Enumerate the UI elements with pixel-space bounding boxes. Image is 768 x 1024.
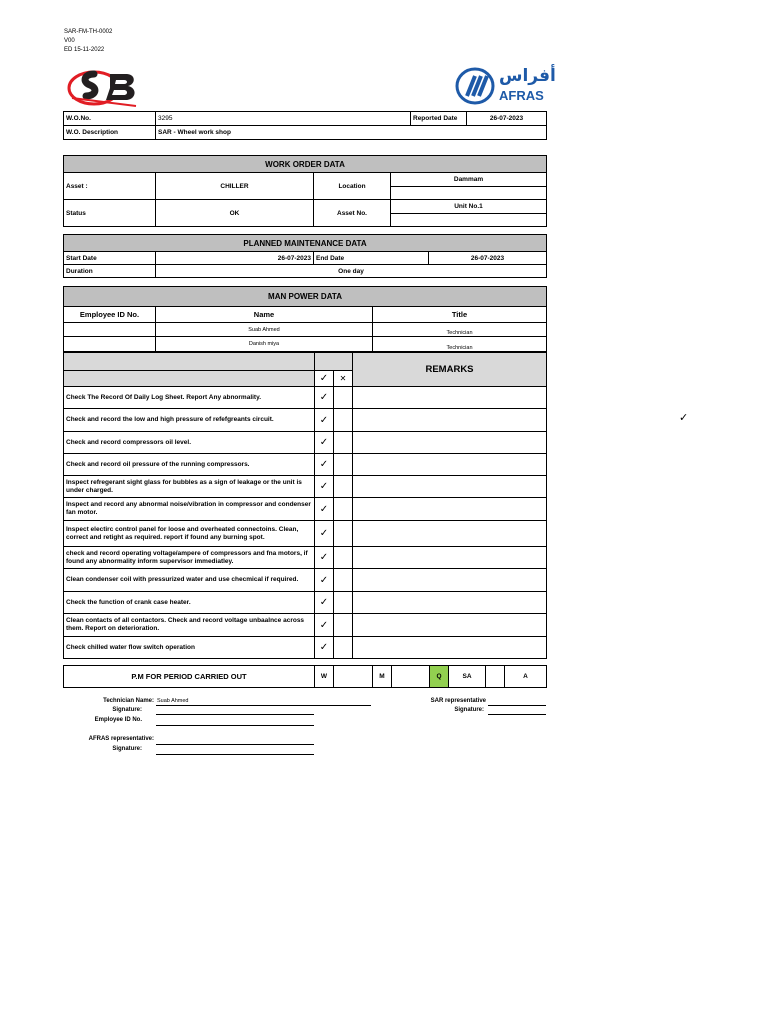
task-cross-cell: [334, 637, 353, 659]
period-label: P.M FOR PERIOD CARRIED OUT: [64, 666, 315, 688]
doc-version: V00: [64, 38, 75, 44]
check-column-icon: ✓: [315, 371, 334, 387]
task-description: Check chilled water flow switch operation: [64, 637, 315, 659]
afras-emblem-icon: [455, 66, 495, 106]
work-order-title: WORK ORDER DATA: [64, 156, 547, 173]
task-check-icon: ✓: [315, 637, 334, 659]
afras-rep-line: [156, 744, 314, 745]
task-description: Clean contacts of all contactors. Check and record voltage unbaalnce across them. Report on deterioration.: [64, 614, 315, 637]
duration-label: Duration: [64, 265, 156, 278]
afras-arabic-name: أفراس: [499, 66, 556, 86]
doc-code: SAR-FM-TH-0002: [64, 29, 113, 35]
task-check-icon: ✓: [315, 614, 334, 637]
document-meta: [64, 28, 112, 55]
technician-name-value: Suab Ahmed: [157, 698, 189, 704]
task-remarks-cell: [353, 387, 547, 409]
status-label: Status: [64, 200, 156, 227]
header-table: [63, 111, 547, 140]
asset-value: CHILLER: [156, 173, 314, 200]
technician-signature-line: [156, 714, 314, 715]
task-check-icon: ✓: [315, 569, 334, 592]
task-remarks-cell: [353, 521, 547, 547]
check-mark-icon: ✓: [679, 412, 689, 424]
end-date-label: End Date: [314, 252, 429, 265]
task-cross-cell: [334, 432, 353, 454]
task-description: check and record operating voltage/ampere of compressors and fna motors, if found any abnormality inform supervisor immediatley.: [64, 547, 315, 569]
reported-date-value: 26-07-2023: [467, 112, 547, 126]
task-description: Inspect and record any abnormal noise/vibration in compressor and condenser fan motor.: [64, 498, 315, 521]
employee-name-cell: Danish miya: [156, 337, 373, 352]
sb-logo: [66, 66, 148, 112]
checklist-row: [64, 454, 547, 476]
technician-name-line: [156, 705, 371, 706]
task-remarks-cell: [353, 569, 547, 592]
checklist-row: [64, 547, 547, 569]
task-description: Inspect electirc control panel for loose and overheated connectoins. Clean, correct and retight as required. report if found any burning spot.: [64, 521, 315, 547]
asset-no-label: Asset No.: [314, 200, 391, 227]
checklist-row: [64, 614, 547, 637]
manpower-table: [63, 286, 547, 352]
task-description: Inspect refregerant sight glass for bubbles as a sign of leakage or the unit is under charged.: [64, 476, 315, 498]
status-value: OK: [156, 200, 314, 227]
afras-rep-label: AFRAS representative:: [88, 736, 154, 742]
task-remarks-cell: [353, 592, 547, 614]
checklist-row: [64, 387, 547, 409]
task-description: Check and record oil pressure of the running compressors.: [64, 454, 315, 476]
task-cross-cell: [334, 521, 353, 547]
wo-no-label: W.O.No.: [64, 112, 156, 126]
task-remarks-cell: [353, 454, 547, 476]
task-check-icon: ✓: [315, 498, 334, 521]
task-cross-cell: [334, 387, 353, 409]
employee-title-cell: Technician: [373, 323, 547, 337]
sar-rep-label: SAR representative: [430, 698, 486, 704]
checklist-row: [64, 409, 547, 432]
task-cross-cell: [334, 454, 353, 476]
manpower-title: MAN POWER DATA: [64, 287, 547, 307]
task-check-icon: ✓: [315, 432, 334, 454]
period-q-selected: Q: [430, 666, 449, 688]
duration-value: One day: [156, 265, 547, 278]
sar-signature-label: Signature:: [454, 707, 484, 713]
location-label: Location: [314, 173, 391, 200]
task-remarks-cell: [353, 409, 547, 432]
title-header: Title: [373, 307, 547, 323]
doc-date: ED 15-11-2022: [64, 47, 105, 53]
sar-rep-line: [488, 705, 546, 706]
wo-desc-label: W.O. Description: [64, 126, 156, 140]
period-table: [63, 665, 547, 688]
wo-desc-value: SAR - Wheel work shop: [156, 126, 547, 140]
employee-id-label: Employee ID No.: [94, 717, 142, 723]
technician-signature-label: Signature:: [112, 707, 142, 713]
task-check-icon: ✓: [315, 454, 334, 476]
task-check-icon: ✓: [315, 592, 334, 614]
task-cross-cell: [334, 569, 353, 592]
reported-date-label: Reported Date: [411, 112, 467, 126]
task-check-icon: ✓: [315, 387, 334, 409]
checklist-row: [64, 637, 547, 659]
task-cross-cell: [334, 592, 353, 614]
task-cross-cell: [334, 614, 353, 637]
checklist-row: [64, 476, 547, 498]
task-cross-cell: [334, 547, 353, 569]
checklist-row: [64, 521, 547, 547]
table-row: [64, 323, 547, 337]
afras-logo: [455, 66, 556, 106]
checklist-row: [64, 592, 547, 614]
employee-name-cell: Suab Ahmed: [156, 323, 373, 337]
task-description: Check and record the low and high pressure of refefgreants circuit.: [64, 409, 315, 432]
name-header: Name: [156, 307, 373, 323]
checklist-row: [64, 569, 547, 592]
wo-no-value: 3295: [156, 112, 411, 126]
technician-name-label: Technician Name:: [103, 698, 154, 704]
task-cross-cell: [334, 409, 353, 432]
planned-title: PLANNED MAINTENANCE DATA: [64, 235, 547, 252]
sar-signature-line: [488, 714, 546, 715]
task-description: Check the function of crank case heater.: [64, 592, 315, 614]
task-remarks-cell: [353, 614, 547, 637]
employee-title-cell: Technician: [373, 337, 547, 352]
task-check-icon: ✓: [315, 476, 334, 498]
table-row: [64, 337, 547, 352]
task-remarks-cell: [353, 547, 547, 569]
task-description: Clean condenser coil with pressurized water and use checmical if required.: [64, 569, 315, 592]
period-w: W: [315, 666, 334, 688]
task-description: Check The Record Of Daily Log Sheet. Report Any abnormality.: [64, 387, 315, 409]
period-sa: SA: [449, 666, 486, 688]
checklist-row: [64, 432, 547, 454]
employee-id-line: [156, 725, 314, 726]
start-date-label: Start Date: [64, 252, 156, 265]
task-description: Check and record compressors oil level.: [64, 432, 315, 454]
planned-maintenance-table: [63, 234, 547, 278]
checklist-table: [63, 352, 547, 659]
task-remarks-cell: [353, 637, 547, 659]
task-remarks-cell: [353, 432, 547, 454]
afras-signature-label: Signature:: [112, 746, 142, 752]
employee-id-cell: [64, 323, 156, 337]
asset-label: Asset :: [64, 173, 156, 200]
end-date-value: 26-07-2023: [429, 252, 547, 265]
task-cross-cell: [334, 498, 353, 521]
work-order-table: [63, 155, 547, 227]
task-check-icon: ✓: [315, 521, 334, 547]
cross-column-icon: ✕: [334, 371, 353, 387]
task-check-icon: ✓: [315, 409, 334, 432]
task-check-icon: ✓: [315, 547, 334, 569]
asset-no-value: Unit No.1: [391, 200, 547, 214]
start-date-value: 26-07-2023: [156, 252, 314, 265]
task-remarks-cell: [353, 476, 547, 498]
task-cross-cell: [334, 476, 353, 498]
employee-id-header: Employee ID No.: [64, 307, 156, 323]
employee-id-cell: [64, 337, 156, 352]
afras-signature-line: [156, 754, 314, 755]
period-m: M: [373, 666, 392, 688]
location-value: Dammam: [391, 173, 547, 187]
checklist-row: [64, 498, 547, 521]
afras-latin-name: AFRAS: [499, 88, 544, 103]
remarks-header: REMARKS: [353, 353, 547, 387]
period-a: A: [505, 666, 547, 688]
task-remarks-cell: [353, 498, 547, 521]
